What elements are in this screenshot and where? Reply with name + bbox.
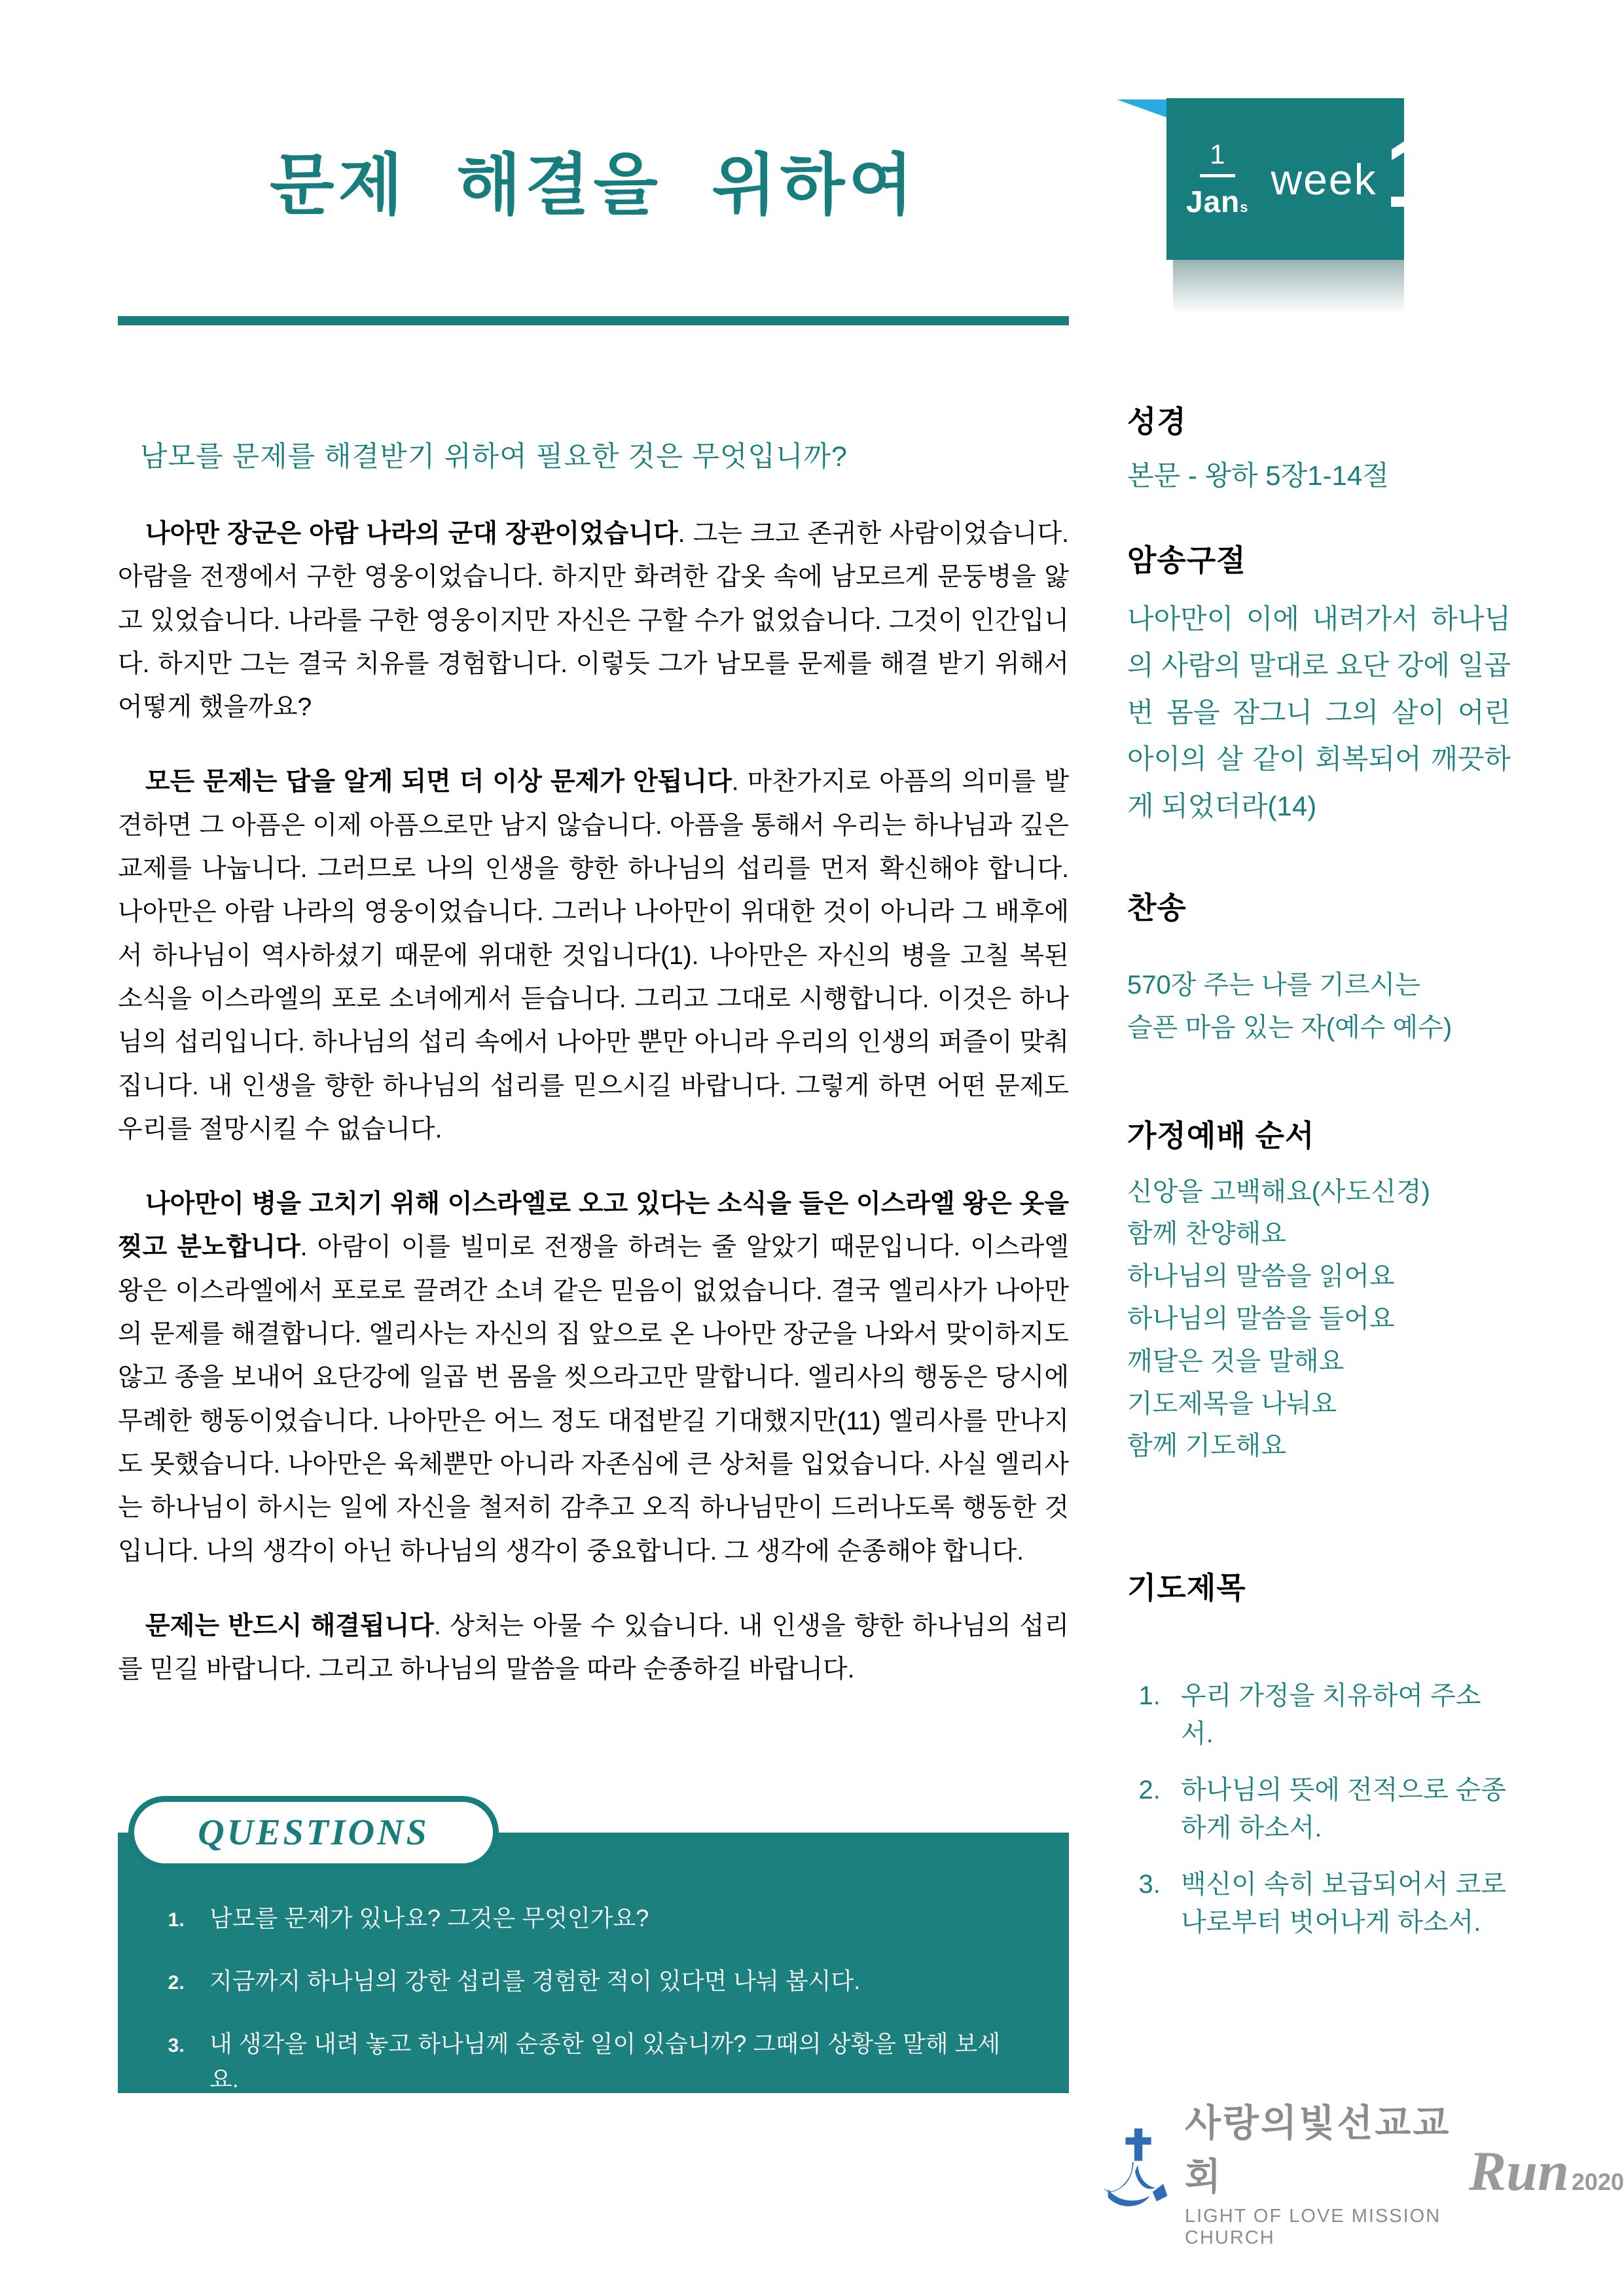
questions-pill bbox=[128, 1796, 499, 1869]
footer bbox=[1102, 2093, 1624, 2249]
question-item: 2. 지금까지 하나님의 강한 섭리를 경험한 적이 있다면 나눠 봅시다. bbox=[190, 1964, 1023, 1999]
prayer-item: 3. 백신이 속히 보급되어서 코로나로부터 벗어나게 하소서. bbox=[1168, 1865, 1511, 1941]
worship-step: 깨달은 것을 말해요 bbox=[1127, 1346, 1344, 1376]
bible-reference: 본문 - 왕하 5장1-14절 bbox=[1127, 460, 1389, 491]
worship-step: 함께 찬양해요 bbox=[1127, 1219, 1286, 1249]
article-paragraph bbox=[118, 512, 1069, 729]
title-divider bbox=[118, 316, 1069, 325]
worship-step: 함께 기도해요 bbox=[1127, 1431, 1286, 1461]
badge-week-label: week bbox=[1271, 154, 1377, 204]
paragraph-lead: 나아만 장군은 아람 나라의 군대 장관이었습니다 bbox=[145, 520, 678, 548]
paragraph-lead: 모든 문제는 답을 알게 되면 더 이상 문제가 안됩니다 bbox=[145, 768, 732, 797]
badge-week-number: 1 bbox=[1384, 117, 1441, 228]
paragraph-body: . 아람이 이를 빌미로 전쟁을 하려는 줄 알았기 때문입니다. 이스라엘 왕은 이스라엘에서 포로로 끌려간 소녀 같은 믿음이 없었습니다. 결국 엘리사가 나아만의 문제를 해결합니다. 엘리사는 자신의 집 앞으로 온 나아만 장군을 나와서 맞이하지도 않고 종을 보내어 요단강에 일곱 번 몸을 씻으라고만 말합니다. 엘리사의 행동은 당시에 무례한 행동이었습니다. 나아만은 어느 정도 대접받길 기대했지만(11) 엘리사를 만나지도 못했습니다. 나아만은 육체뿐만 아니라 자존심에 큰 상처를 입었습니다. 사실 엘리사는 하나님이 하시는 일에 자신을 철저히 감추고 오직 하나님만이 드러나도록 행동한 것입니다. 나의 생각이 아닌 하나님의 생각이 중요합니다. 그 생각에 순종해야 합니다. bbox=[118, 1233, 1069, 1566]
badge-day: 1 bbox=[1200, 139, 1235, 177]
question-item: 1. 남모를 문제가 있나요? 그것은 무엇인가요? bbox=[190, 1901, 1023, 1936]
worship-step: 하나님의 말씀을 들어요 bbox=[1127, 1304, 1395, 1333]
run-campaign-logo bbox=[1468, 2140, 1624, 2202]
run-logo-text: Run bbox=[1468, 2140, 1569, 2202]
article bbox=[118, 435, 1069, 1723]
page-title: 문제 해결을 위하여 bbox=[270, 148, 917, 223]
paragraph-body: . 상처는 아물 수 있습니다. 내 인생을 향한 하나님의 섭리를 믿길 바랍니다. 그리고 하나님의 말씀을 따라 순종하길 바랍니다. bbox=[118, 1611, 1069, 1684]
paragraph-lead: 나아만이 병을 고치기 위해 이스라엘로 오고 있다는 소식을 들은 이스라엘 왕은 옷을 찢고 분노합니다 bbox=[118, 1190, 1069, 1262]
badge-month-text: Jan bbox=[1186, 185, 1240, 219]
sidebar bbox=[1127, 398, 1511, 1960]
questions-label: QUESTIONS bbox=[198, 1812, 429, 1853]
church-logo-icon bbox=[1102, 2127, 1170, 2215]
church-name-block bbox=[1185, 2093, 1452, 2249]
questions-list bbox=[148, 1901, 1023, 2097]
ribbon-fold-icon bbox=[1117, 99, 1168, 118]
prayer-item: 2. 하나님의 뜻에 전적으로 순종하게 하소서. bbox=[1168, 1771, 1511, 1847]
paragraph-body: . 마찬가지로 아픔의 의미를 발견하면 그 아픔은 이제 아픔으로만 남지 않습니다. 아픔을 통해서 우리는 하나님과 깊은 교제를 나눕니다. 그러므로 나의 인생을 향한 하나님의 섭리를 먼저 확신해야 합니다. 나아만은 아람 나라의 영웅이었습니다. 그러나 나아만이 위대한 것이 아니라 그 배후에서 하나님이 역사하셨기 때문에 위대한 것입니다(1). 나아만은 자신의 병을 고칠 복된 소식을 이스라엘의 포로 소녀에게서 듣습니다. 그리고 그대로 시행합니다. 이것은 하나님의 섭리입니다. 하나님의 섭리 속에서 나아만 뿐만 아니라 우리의 인생의 퍼즐이 맞춰집니다. 내 인생을 향한 하나님의 섭리를 믿으시길 바랍니다. 그렇게 하면 어떤 문제도 우리를 절망시킬 수 없습니다. bbox=[118, 768, 1069, 1143]
week-badge bbox=[1166, 98, 1441, 260]
hymn-line: 슬픈 마음 있는 자(예수 예수) bbox=[1127, 1013, 1453, 1042]
badge-shadow bbox=[1173, 260, 1404, 314]
memory-verse-text: 나아만이 이에 내려가서 하나님의 사람의 말대로 요단 강에 일곱 번 몸을 잠그니 그의 살이 어린 아이의 살 같이 회복되어 깨끗하게 되었더라(14) bbox=[1127, 603, 1511, 821]
badge-month bbox=[1186, 184, 1249, 219]
hymn-lines bbox=[1127, 964, 1511, 1049]
questions-box bbox=[118, 1812, 1069, 2093]
prayer-heading: 기도제목 bbox=[1127, 1571, 1246, 1605]
family-worship-list bbox=[1127, 1171, 1511, 1468]
run-logo-year: 2020 bbox=[1571, 2168, 1624, 2195]
prayer-item: 1. 우리 가정을 치유하여 주소서. bbox=[1168, 1677, 1511, 1753]
prayer-list bbox=[1127, 1677, 1511, 1941]
hymn-line: 570장 주는 나를 기르시는 bbox=[1127, 970, 1420, 999]
church-name-ko: 사랑의빛선교교회 bbox=[1185, 2102, 1451, 2198]
worship-step: 신앙을 고백해요(사도신경) bbox=[1127, 1177, 1430, 1206]
article-subtitle: 남모를 문제를 해결받기 위하여 필요한 것은 무엇입니까? bbox=[140, 441, 848, 473]
worship-step: 하나님의 말씀을 읽어요 bbox=[1127, 1262, 1395, 1291]
memory-verse-heading: 암송구절 bbox=[1127, 543, 1246, 577]
badge-month-suffix: s bbox=[1240, 199, 1249, 215]
question-item: 3. 내 생각을 내려 놓고 하나님께 순종한 일이 있습니까? 그때의 상황을 말해 보세요. bbox=[190, 2026, 1023, 2097]
article-paragraph bbox=[118, 761, 1069, 1151]
article-paragraph bbox=[118, 1183, 1069, 1573]
family-worship-heading: 가정예배 순서 bbox=[1127, 1118, 1315, 1153]
article-paragraph bbox=[118, 1605, 1069, 1692]
hymn-heading: 찬송 bbox=[1127, 890, 1187, 925]
bible-heading: 성경 bbox=[1127, 404, 1187, 439]
paragraph-lead: 문제는 반드시 해결됩니다 bbox=[145, 1611, 434, 1640]
church-name-en: LIGHT OF LOVE MISSION CHURCH bbox=[1185, 2206, 1441, 2248]
worship-step: 기도제목을 나눠요 bbox=[1127, 1389, 1337, 1418]
paragraph-body: . 그는 크고 존귀한 사람이었습니다. 아람을 전쟁에서 구한 영웅이었습니다. 하지만 화려한 갑옷 속에 남모르게 문둥병을 앓고 있었습니다. 나라를 구한 영웅이지만 자신은 구할 수가 없었습니다. 그것이 인간입니다. 하지만 그는 결국 치유를 경험합니다. 이렇듯 그가 남모를 문제를 해결 받기 위해서 어떻게 했을까요? bbox=[118, 520, 1069, 722]
badge-date bbox=[1186, 139, 1249, 219]
